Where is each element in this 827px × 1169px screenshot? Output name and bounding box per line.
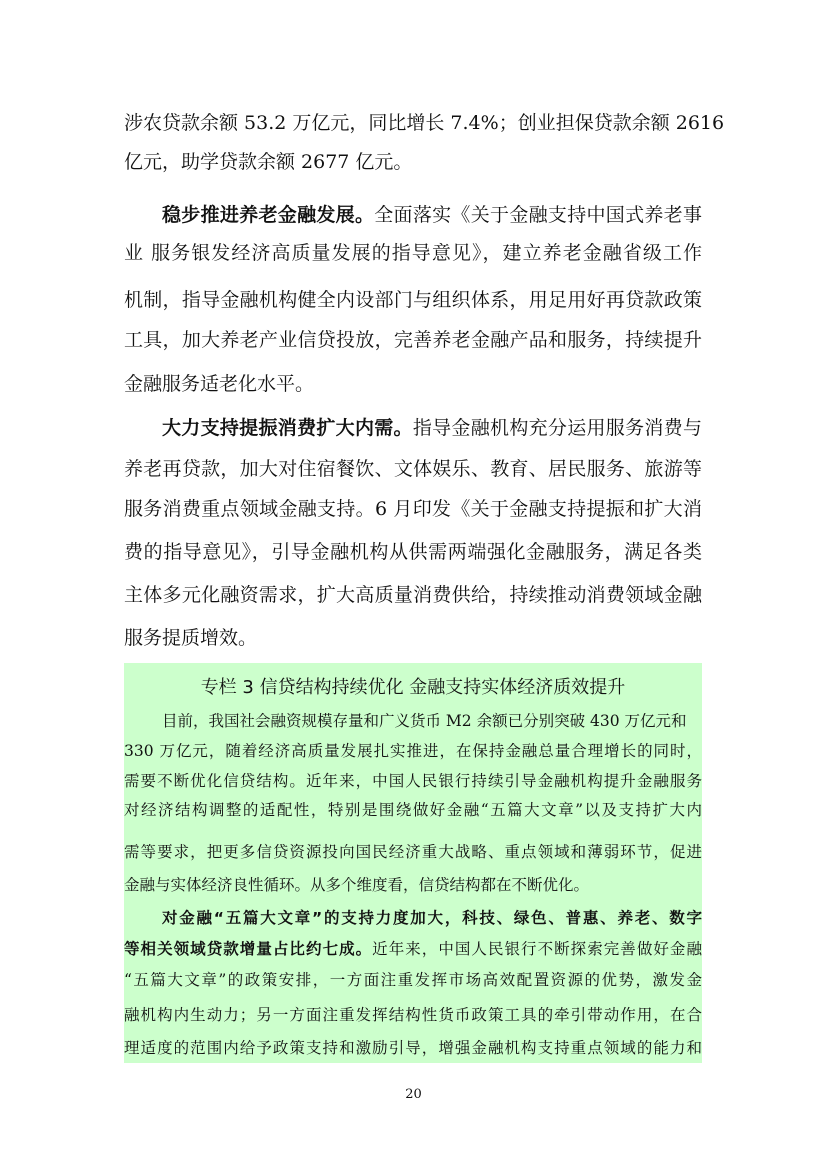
box-text: 近年来，中国人民银行不断探索完善做好金融 <box>372 940 702 958</box>
body-line: 服务消费重点领域金融支持。6 月印发《关于金融支持提振和扩大消 <box>124 498 702 520</box>
body-line: 金融服务适老化水平。 <box>124 373 315 395</box>
paragraph-text: 指导金融机构充分运用服务消费与 <box>412 417 702 439</box>
box-paragraph-heading: 对金融“五篇大文章”的支持力度加大，科技、绿色、普惠、养老、数字 <box>162 909 702 927</box>
box-line: 对经济结构调整的适配性，特别是围绕做好金融“五篇大文章”以及支持扩大内 <box>124 801 702 819</box>
body-line: 费的指导意见》，引导金融机构从供需两端强化金融服务，满足各类 <box>124 541 702 563</box>
box-line: 目前，我国社会融资规模存量和广义货币 M2 余额已分别突破 430 万亿元和 <box>162 712 687 730</box>
box-paragraph-heading: 等相关领域贷款增量占比约七成。 <box>124 940 373 958</box>
box-line: 330 万亿元，随着经济高质量发展扎实推进，在保持金融总量合理增长的同时， <box>124 742 702 760</box>
page-number: 20 <box>405 1087 422 1102</box>
body-line: 机制，指导金融机构健全内设部门与组织体系，用足用好再贷款政策 <box>124 289 702 311</box>
paragraph-first-line <box>162 203 702 227</box>
body-line: 主体多元化融资需求，扩大高质量消费供给，持续推动消费领域金融 <box>124 584 702 606</box>
body-line: 涉农贷款余额 53.2 万亿元，同比增长 7.4%；创业担保贷款余额 2616 <box>124 112 725 134</box>
box-title: 专栏 3 信贷结构持续优化 金融支持实体经济质效提升 <box>200 677 626 698</box>
box-line: 需要不断优化信贷结构。近年来，中国人民银行持续引导金融机构提升金融服务 <box>124 772 702 790</box>
box-line: 金融与实体经济良性循环。从多个维度看，信贷结构都在不断优化。 <box>124 876 590 894</box>
box-line <box>124 939 702 959</box>
box-line: 需等要求，把更多信贷资源投向国民经济重大战略、重点领域和薄弱环节，促进 <box>124 843 702 861</box>
body-line: 养老再贷款，加大对住宿餐饮、文体娱乐、教育、居民服务、旅游等 <box>124 458 702 480</box>
body-line: 工具，加大养老产业信贷投放，完善养老金融产品和服务，持续提升 <box>124 329 702 351</box>
paragraph-heading: 大力支持提振消费扩大内需。 <box>162 417 413 439</box>
body-line: 亿元，助学贷款余额 2677 亿元。 <box>124 151 413 173</box>
paragraph-text: 全面落实《关于金融支持中国式养老事 <box>374 204 702 226</box>
body-line: 业 服务银发经济高质量发展的指导意见》，建立养老金融省级工作 <box>124 242 702 264</box>
box-line: 理适度的范围内给予政策支持和激励引导，增强金融机构支持重点领域的能力和 <box>124 1039 702 1057</box>
box-line: “五篇大文章”的政策安排，一方面注重发挥市场高效配置资源的优势，激发金 <box>124 971 702 989</box>
box-line: 融机构内生动力；另一方面注重发挥结构性货币政策工具的牵引带动作用，在合 <box>124 1006 702 1024</box>
paragraph-heading: 稳步推进养老金融发展。 <box>162 204 375 226</box>
paragraph-first-line <box>162 416 702 440</box>
body-line: 服务提质增效。 <box>124 627 258 649</box>
